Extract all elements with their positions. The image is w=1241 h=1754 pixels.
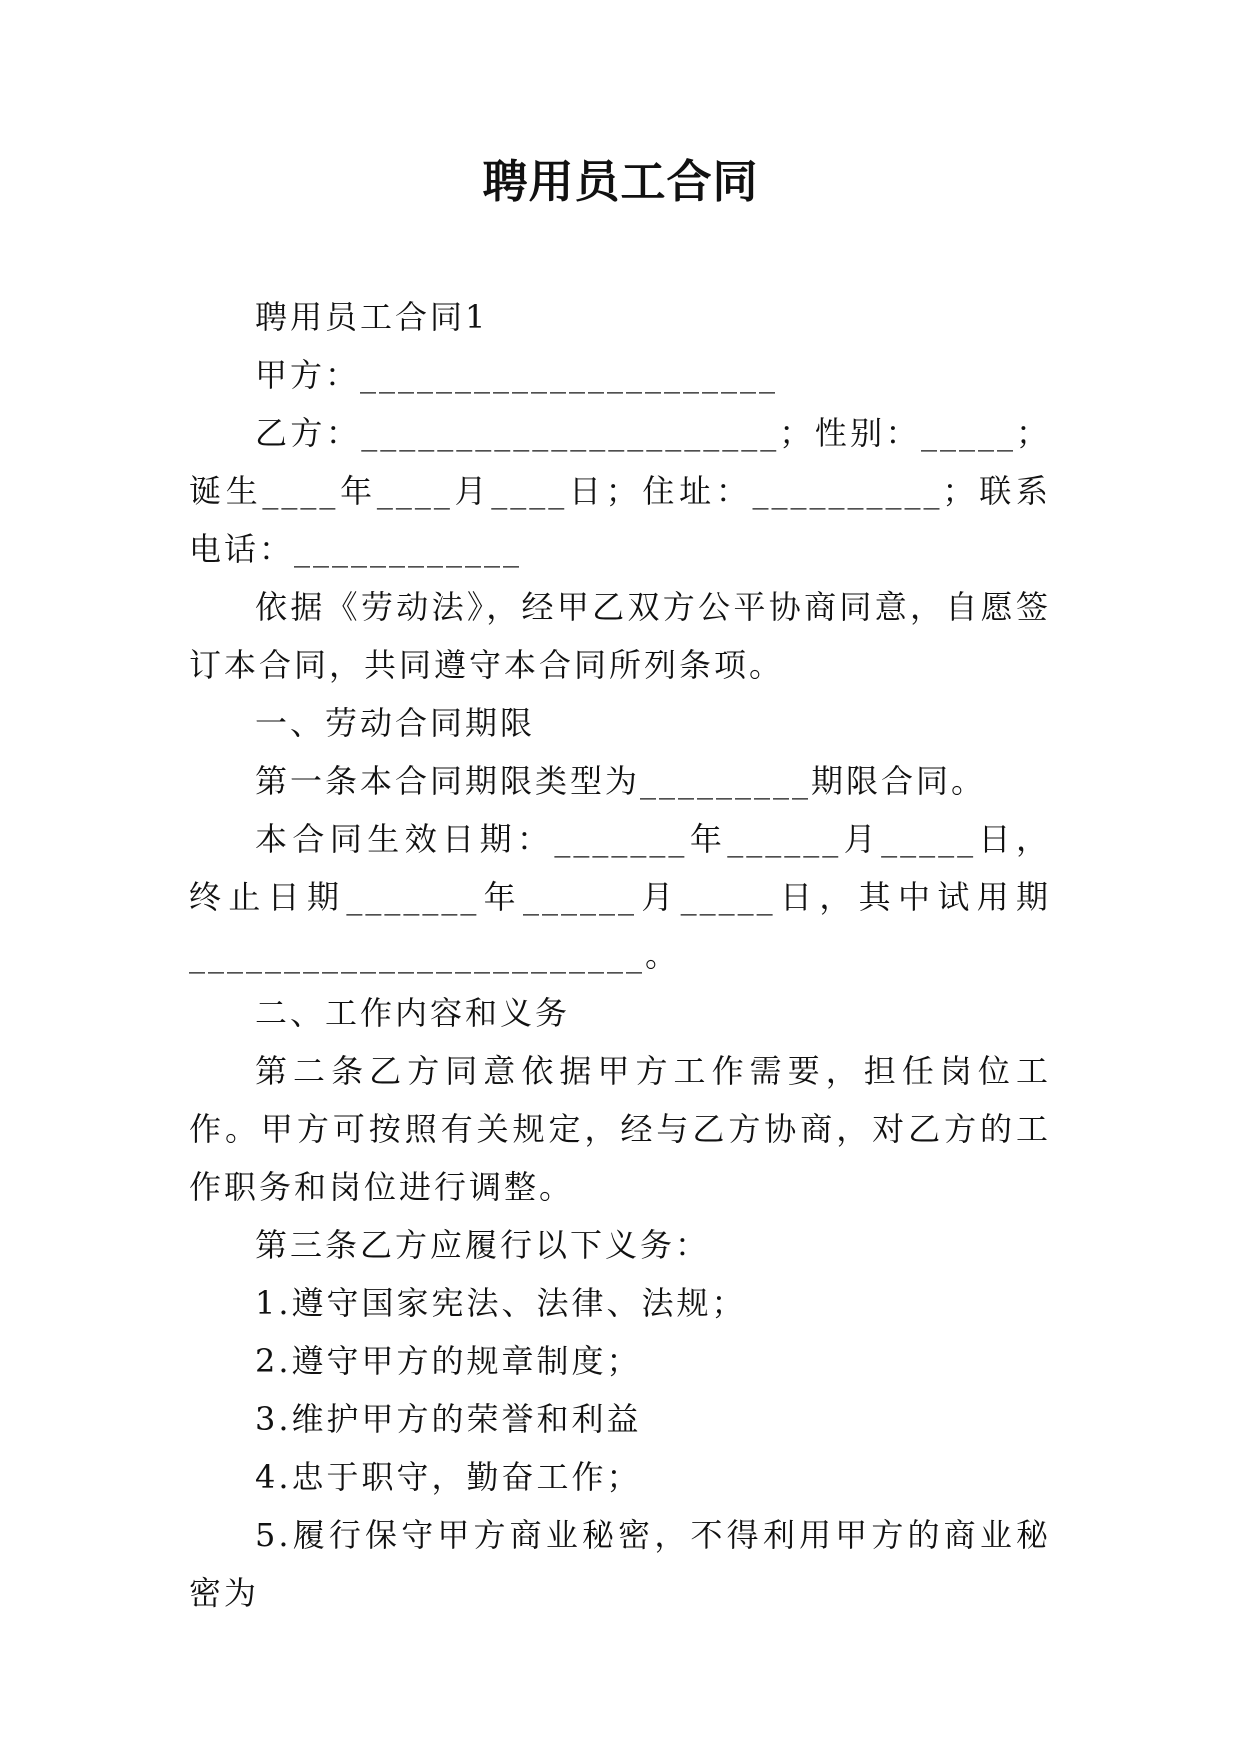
duty-item-5: 5.履行保守甲方商业秘密，不得利用甲方的商业秘密为: [189, 1516, 1051, 1612]
duty-item-1: 1.遵守国家宪法、法律、法规；: [255, 1284, 747, 1322]
section-heading-term: 一、劳动合同期限: [255, 704, 536, 742]
paragraph-heading-1: 聘用员工合同1: [255, 298, 489, 336]
duty-item-2: 2.遵守甲方的规章制度；: [255, 1342, 642, 1380]
article-1: 第一条本合同期限类型为_________期限合同。: [255, 762, 987, 800]
article-2: 第二条乙方同意依据甲方工作需要，担任岗位工作。甲方可按照有关规定，经与乙方协商，对乙方的工作职务和岗位进行调整。: [189, 1052, 1051, 1206]
paragraph-basis: 依据《劳动法》，经甲乙双方公平协商同意，自愿签订本合同，共同遵守本合同所列条项。: [189, 588, 1051, 684]
document-title: 聘用员工合同: [482, 155, 759, 208]
paragraph-party-b: 乙方：______________________；性别：_____；诞生____年____月____日；住址：__________；联系电话：____________: [189, 414, 1051, 568]
duty-item-3: 3.维护甲方的荣誉和利益: [255, 1400, 642, 1438]
paragraph-party-a: 甲方：______________________: [255, 356, 779, 394]
section-heading-duties: 二、工作内容和义务: [255, 994, 571, 1032]
article-3: 第三条乙方应履行以下义务：: [255, 1226, 711, 1264]
duty-item-4: 4.忠于职守，勤奋工作；: [255, 1458, 642, 1496]
document-body: [189, 288, 1051, 1622]
paragraph-dates: 本合同生效日期：_______年______月_____日，终止日期_______年______月_____日，其中试用期________________________。: [189, 820, 1051, 974]
